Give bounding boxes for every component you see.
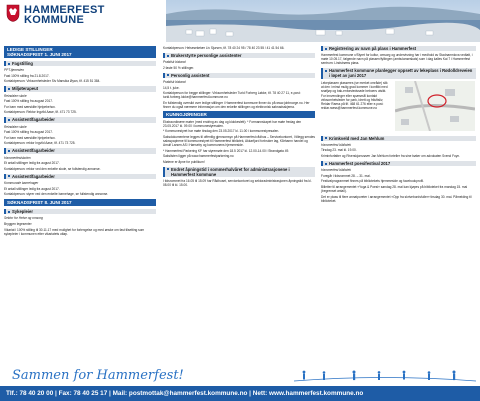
job-text: Fast 100% stilling fra august 2017. (4, 99, 53, 104)
job-contact: Kontaktperson: rektor ved den enkelte skole, se fullstendig annonse. (4, 166, 101, 171)
job-text: 2 faste 50 % stillinger. (163, 65, 195, 70)
notice-text: * Hammerfest Parkering KF har styremøte den 18.5 2017 kl. 12.00-14.00 i Strandgata 49. (163, 148, 290, 153)
job-text: Bryggen legesenter (4, 221, 32, 226)
event-venue: Hammerfest bibliotek (321, 168, 351, 173)
job-text: Vikariat i 100% stilling til 30.11.17 med mulighet for forlengelse og med ønske om fast tilsetting som sykepleier i kommunen etter vikariatets utløp. (4, 227, 145, 236)
event-text: Foregår i tidsrommet 28. – 31. mai. (321, 173, 371, 178)
playground-map (395, 81, 475, 131)
job-unit: Reindalen skole (4, 124, 27, 129)
column-vacancies (4, 46, 156, 237)
deadline-banner: SØKNADSFRIST 8. JUNI 2017 (4, 199, 156, 206)
job-text: For barn med særskilte hjelpebehov. (4, 104, 56, 109)
page-header (0, 0, 480, 42)
people-silhouettes (154, 370, 476, 382)
notice-text: I tidsrommet fra 16.05 til 15.09 har Rådhuset, servicekontoret og sektoradministrasjonen åpningstid fra kl. 08.00 til kl. 15.00. (163, 179, 312, 188)
job-text: Et antall stillinger ledig fra august 2017. (4, 161, 60, 166)
event-text: Festivalprogrammet finnes på bibliotekets hjemmeside og facebookprofil. (321, 179, 424, 184)
job-contact: Kontaktperson: styrer ved den enkelte barnehage, se fullstendig annonse. (4, 192, 109, 197)
logo-line1: HAMMERFEST (24, 4, 105, 16)
job-text: 14,5 t. juke. (163, 85, 180, 90)
column-events (321, 46, 476, 204)
event-heading-krimkveld: Krimkveld med Jan Mehlum (321, 136, 476, 141)
notice-text: Lekeplassen plasseres (se merket område) slik at den i minst mulig grad kommer i konflikt med snøfjøp og bak-enforstedsrøde beboers utsikt. (321, 80, 388, 93)
event-heading-poesifestival: Hammerfest poesifestival 2017 (321, 161, 476, 166)
job-text: For barn med særskilte hjelpebehov. (4, 135, 56, 140)
job-text: Fast 100% stilling fra august 2017. (4, 130, 53, 135)
logo-line2: KOMMUNE (24, 14, 85, 26)
notice-link[interactable]: Sakslisten ligger på www.hammerfestparkering.no (163, 154, 234, 159)
job-unit: Reindalen skole (4, 93, 27, 98)
notice-heading-playground: Hammerfest kommune planlegger oppsett av lekeplass i Rødolldreveien i løpet av juni 2017 (321, 68, 476, 78)
job-heading-brukerstyrte: Brukerstyrte personlige assistenter (163, 53, 315, 58)
notice-text: Møtene er åpne for publikum! (163, 159, 205, 164)
event-text: Billetter til arrangementet «Yoga & Poesi» søndag 28. mai kan kjøpes på biblioteket fra mandag 15. mai (begrenset antall). (321, 184, 468, 193)
job-unit: Sektor for Helse og omsorg (4, 216, 43, 221)
notices-banner: KUNNGJØRINGER (163, 111, 315, 118)
logo (24, 5, 105, 25)
event-text: Det er plass til flere annatporeter i arrangementet «Opp fra skrivebordsfuller» tirsdag 30. mai. Påmelding til biblioteket. (321, 194, 472, 203)
slogan-text: Sammen for Hammerfest! (12, 368, 184, 383)
job-heading-fagstilling: Fagstilling (4, 61, 156, 66)
job-contact: Kontaktperson: Rektor Ingvild Aase, tlf. 471 73 725. (4, 110, 77, 115)
event-text: Kriminforfatter og Riverskjonsrøver Jan Mehlum forteller fra sine bøker om advokaten Svend Foyn. (321, 154, 461, 158)
job-heading-assistent-2: Assistent/fagarbeider (4, 148, 156, 153)
job-heading-assistent-1: Assistent/fagarbeider (4, 117, 156, 122)
notice-text: Hammerfest kommune v/Styret for kultur, omsorg og undervisning har i medhold av Stadnamnlova vedtatt, i møte 10.05.17, følgende navn på plassen/fyllingen (ambulanseskais) som i dag kalles Kai 7 i Hammerfest sentrum: Lindstrøms plass. (321, 53, 473, 66)
job-contact: Kontaktperson for begge stillinger: Virksomhetsleder Turid Forberg Løkke, tlf. 78 40 27 11, e-post: turid.forberg.lokke@hammerfest.kommune.no (163, 91, 301, 100)
job-contact: Kontaktperson: Virksomhetsleder Siv Mansika Øyan, tlf. 415 51 384. (4, 79, 101, 84)
job-unit: Kommunale barnehager (4, 180, 39, 185)
banner-deadline: SØKNADSFRIST 1. JUNI 2017 (7, 52, 72, 57)
job-unit: Praktisk bistand (163, 80, 186, 84)
town-photo (166, 0, 480, 42)
notice-text: For innvendinger eller spørsmål kontakt virksomhetsleder for park, idrett og friluftsliv, Reidar Raess på tlf. 468 61 276 eller e-post: reidar.raess@hammerfest.kommune.no (321, 94, 384, 111)
notice-text: Saksdokumentene legges til offentlig gjennomsyn på Hammerfest rådhus – Servicekontoret, I tillegg sendes saksspapirene til kommunestyret til Hammerfest bibliotek, Akkarfjord forbruker lag, Kårhamn handel og Amulf Larsen AS i Hønseby og kommunens hjemmeside. (163, 134, 315, 147)
job-heading-personlig-assistent: Personlig assistent (163, 73, 315, 78)
notice-heading-opening-hours: Endret åpningstid i sommerhalvåret for administrasjonene i Hammerfest kommune (163, 167, 315, 177)
job-text: Et antall stillinger ledig fra august 2017. (4, 186, 60, 191)
event-text: Tirsdag 23. mai kl. 19.00. (321, 148, 357, 153)
coat-of-arms-icon (6, 4, 20, 22)
vacancies-banner (4, 46, 156, 58)
playground-block (321, 81, 476, 133)
notice-text: * Kommunestyret har møte tirsdag den 23.05.2017 kl. 11.00 i kommunestyresalen. (163, 129, 280, 134)
jobs-overview-text: En fullstendig oversikt over ledige stillinger i Hammerfest kommune finner du på www.jobbnorge.no. Her finner du også nærmere informasjon om den enkelte stillingen og elektronisk søknadsskjema. (163, 100, 310, 109)
job-contact: Kontaktperson: rektor Ingvild Aase, tlf. 471 73 725. (4, 141, 76, 146)
notice-text: Ekstraordinære møter (med endring av dag og klokkeslett): * Formannskapet har møte fredag den 23.05.2017 kl. 09.00 i kommunestyresalen. (163, 119, 302, 128)
job-text: Fast 100% stilling fra 21.8.2017. (4, 73, 50, 78)
notice-heading-place-name: Registrering av navn på plass i Hammerfest (321, 46, 476, 51)
job-heading-miljoterapeut: Miljøterapeut (4, 86, 156, 91)
event-venue: Hammerfest bibliotek (321, 142, 351, 147)
contact-bar: Tlf.: 78 40 20 00 | Fax: 78 40 25 17 | Mail: postmottak@hammerfest.kommune.no | Nett: www.hammerfest.kommune.no (0, 386, 480, 401)
slogan-strip (4, 370, 476, 382)
job-unit: Hammerfestskolen (4, 155, 31, 160)
banner-title: LEDIGE STILLINGER (7, 47, 53, 52)
job-unit: PPT-tjenesten (4, 68, 24, 73)
job-contact: Kontaktperson: Helseseketær Liv Sjursen, tlf. 78 40 24 95 / 78 40 23 55 / 41 41 54 66. (163, 46, 285, 50)
job-heading-sykepleier: Sykepleier (4, 209, 156, 214)
job-heading-assistent-3: Assistent/fagarbeider (4, 174, 156, 179)
column-jobs-and-notices (163, 46, 315, 189)
playground-text (321, 81, 391, 112)
job-unit: Praktisk bistand (163, 60, 186, 65)
